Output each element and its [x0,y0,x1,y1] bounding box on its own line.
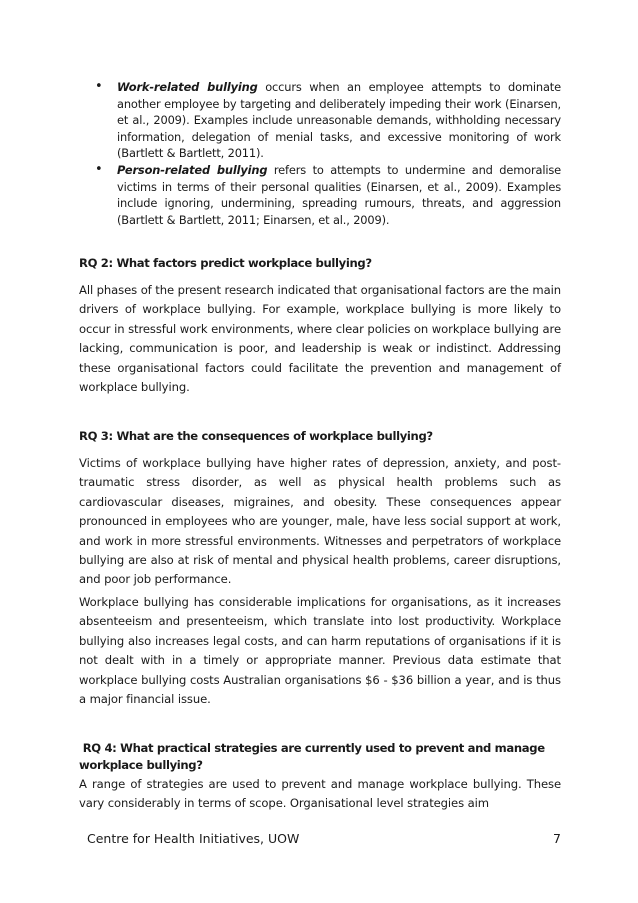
rq3-paragraph-2: Workplace bullying has considerable implications for organisations, as it increases absenteeism and presenteeism, which translate into lost productivity. Workplace bullying also increases legal costs, and can harm reputations of organisations if it is not dealt with in a timely or appropriate manner. Previous data estimate that workplace bullying costs Australian organisations $6 - $36 billion a year, and is thus a major financial issue. [79,595,561,707]
rq2-paragraph: All phases of the present research indicated that organisational factors are the main drivers of workplace bullying. For example, workplace bullying is more likely to occur in stressful work environments, where clear policies on workplace bullying are lacking, communication is poor, and leadership is weak or indistinct. Addressing these organisational factors could facilitate the prevention and management of workplace bullying. [79,283,561,395]
bullying-definition: refers to attempts to undermine and demoralise victims in terms of their personal qualities (Einarsen, et al., 2009). Examples include ignoring, undermining, spreading rumours, threats, and aggression (Bartlett & Bartlett, 2011; Einarsen, et al., 2009). [117,162,561,227]
bullying-definition: occurs when an employee attempts to dominate another employee by targeting and deliberately impeding their work (Einarsen, et al., 2009). Examples include unreasonable demands, withholding necessary information, delegation of menial tasks, and excessive monitoring of work (Bartlett & Bartlett, 2011). [117,80,561,161]
list-item [95,79,561,162]
bullying-term: Person-related bullying [117,162,268,177]
rq3-paragraph-1: Victims of workplace bullying have higher rates of depression, anxiety, and post-traumatic stress disorder, as well as physical health problems such as cardiovascular diseases, migraines, and obesity. These consequences appear pronounced in employees who are younger, male, have less social support at work, and work in more stressful environments. Witnesses and perpetrators of workplace bullying are also at risk of mental and physical health problems, career disruptions, and poor job performance. [79,456,561,587]
bullying-term: Work-related bullying [117,80,258,94]
rq2-heading: RQ 2: What factors predict workplace bullying? [79,256,372,270]
rq4-heading: RQ 4: What practical strategies are currently used to prevent and manage workplace bullying? [79,741,549,772]
list-item [95,162,561,228]
rq4-paragraph: A range of strategies are used to prevent and manage workplace bullying. These vary considerably in terms of scope. Organisational level strategies aim [79,777,561,811]
footer-organisation: Centre for Health Initiatives, UOW [87,831,300,846]
page-number: 7 [553,831,561,846]
bullying-types-list [95,79,561,228]
rq3-heading: RQ 3: What are the consequences of workplace bullying? [79,429,433,443]
